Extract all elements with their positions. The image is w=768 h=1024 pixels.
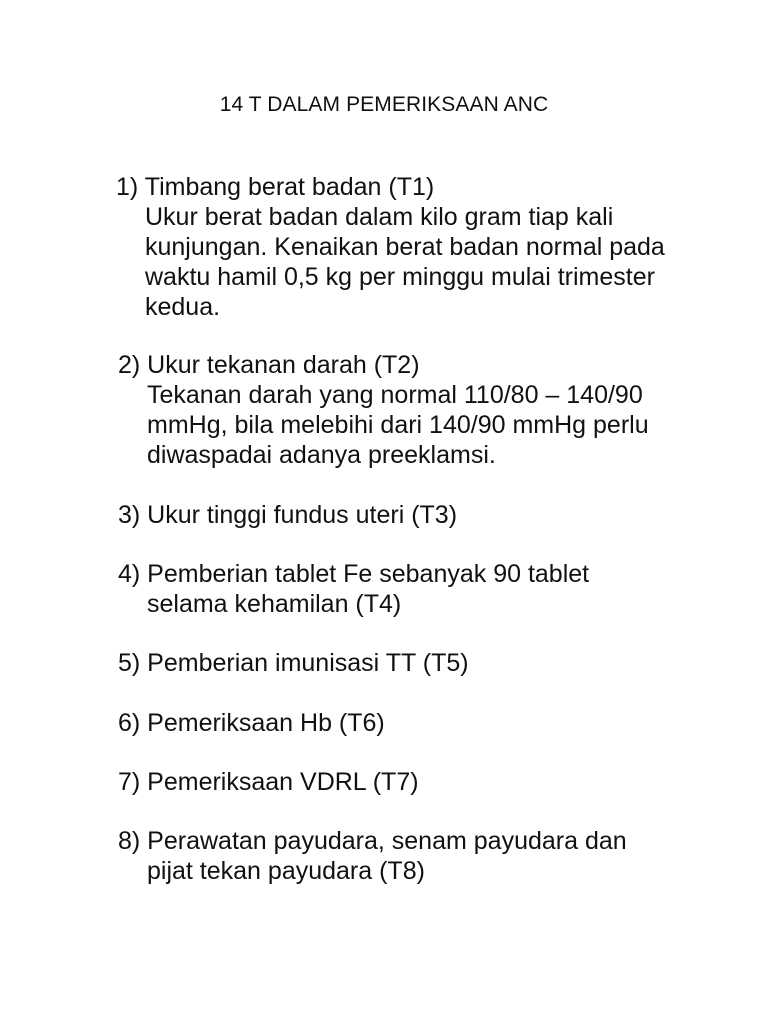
list-item-t5 — [118, 648, 469, 678]
list-item-t4 — [118, 559, 589, 619]
item-heading: 4) Pemberian tablet Fe sebanyak 90 tablet — [118, 560, 590, 588]
item-line: selama kehamilan (T4) — [147, 590, 402, 618]
list-item-t8 — [118, 826, 627, 886]
item-heading: 5) Pemberian imunisasi TT (T5) — [118, 649, 469, 677]
item-line: mmHg, bila melebihi dari 140/90 mmHg perlu — [147, 411, 649, 439]
item-heading: 3) Ukur tinggi fundus uteri (T3) — [118, 501, 458, 529]
item-line: waktu hamil 0,5 kg per minggu mulai trimester — [145, 263, 655, 291]
list-item-t7 — [118, 767, 419, 797]
item-line: kedua. — [145, 293, 221, 321]
item-line: Tekanan darah yang normal 110/80 – 140/90 — [147, 381, 643, 409]
list-item-t1 — [116, 172, 665, 322]
document-title: 14 T DALAM PEMERIKSAAN ANC — [219, 93, 549, 116]
list-item-t2 — [118, 350, 649, 470]
item-heading: 6) Pemeriksaan Hb (T6) — [118, 709, 385, 737]
item-heading: 1) Timbang berat badan (T1) — [116, 173, 435, 201]
item-line: kunjungan. Kenaikan berat badan normal pada — [145, 233, 665, 261]
list-item-t3 — [118, 500, 457, 530]
item-line: Ukur berat badan dalam kilo gram tiap kali — [145, 203, 614, 231]
list-item-t6 — [118, 708, 385, 738]
item-line: pijat tekan payudara (T8) — [147, 857, 425, 885]
item-heading: 8) Perawatan payudara, senam payudara dan — [118, 827, 627, 855]
item-heading: 2) Ukur tekanan darah (T2) — [118, 351, 420, 379]
item-line: diwaspadai adanya preeklamsi. — [147, 441, 496, 469]
item-heading: 7) Pemeriksaan VDRL (T7) — [118, 768, 419, 796]
